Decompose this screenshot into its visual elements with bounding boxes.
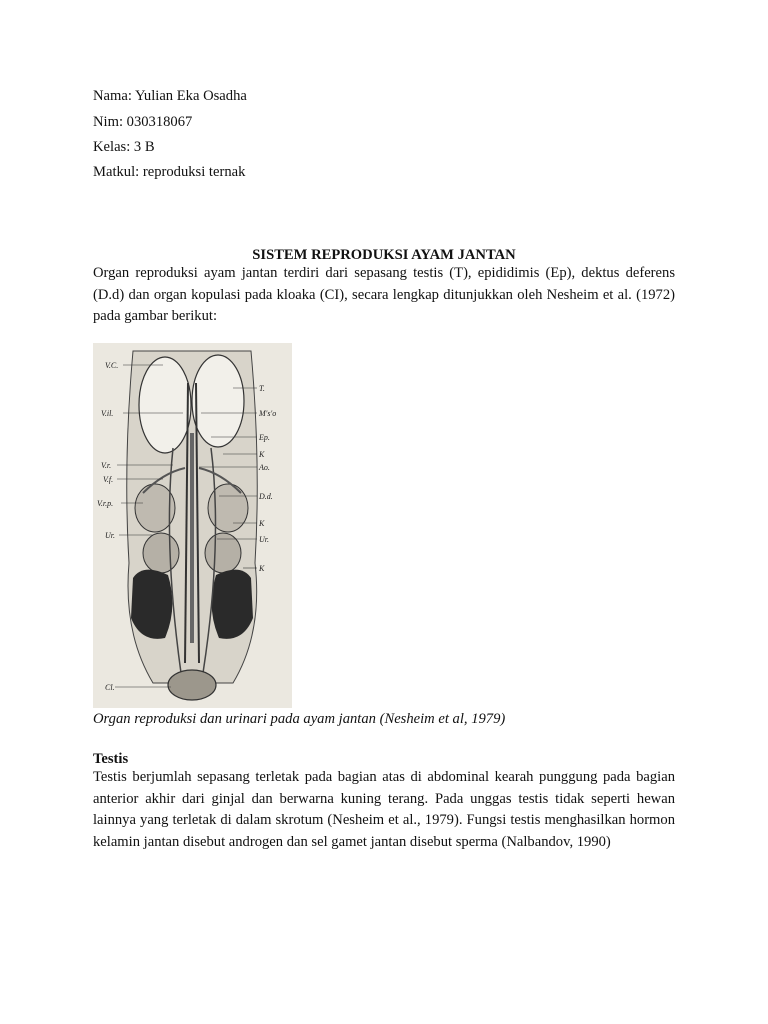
label-ur-left: Ur.	[105, 531, 116, 540]
label-vc: V.C.	[105, 361, 119, 370]
course-name: Matkul: reproduksi ternak	[93, 164, 246, 180]
label-vr: V.r.	[101, 461, 112, 470]
testis-paragraph: Testis berjumlah sepasang terletak pada bagian atas di abdominal kearah punggung pada bagian anterior akhir dari ginjal dan berwarna kuning terang. Pada unggas testis tidak seperti hewan lainnya yang terletak di dalam skrotum (Nesheim et al., 1979). Fungsi testis menghasilkan hormon kelamin jantan disebut androgen dan sel gamet jantan disebut sperma (Nalbandov, 1990)	[93, 769, 675, 850]
label-cl: Cl.	[105, 683, 115, 692]
label-k-2: K	[259, 519, 265, 528]
label-ao: Ao.	[259, 463, 270, 472]
student-name: Nama: Yulian Eka Osadha	[93, 88, 247, 104]
anatomy-illustration	[93, 343, 292, 708]
student-nim: Nim: 030318067	[93, 114, 193, 130]
anatomy-figure	[93, 343, 292, 708]
label-ur-right: Ur.	[259, 535, 270, 544]
student-class: Kelas: 3 B	[93, 139, 155, 155]
label-vil: V.il.	[101, 409, 114, 418]
section-heading-testis: Testis	[93, 751, 129, 767]
label-vf: V.f.	[103, 475, 114, 484]
label-t: T.	[259, 384, 265, 393]
label-vrp: V.r.p.	[97, 499, 114, 508]
figure-caption: Organ reproduksi dan urinari pada ayam jantan (Nesheim et al, 1979)	[93, 711, 506, 727]
document-title: SISTEM REPRODUKSI AYAM JANTAN	[252, 247, 516, 263]
label-mso: M's'o	[259, 409, 277, 418]
label-ep: Ep.	[259, 433, 270, 442]
label-dd: D.d.	[259, 492, 273, 501]
label-k-1: K	[259, 450, 265, 459]
intro-paragraph: Organ reproduksi ayam jantan terdiri dari sepasang testis (T), epididimis (Ep), dektus deferens (D.d) dan organ kopulasi pada kloaka (CI), secara lengkap ditunjukkan oleh Nesheim et al. (1972) pada gambar berikut:	[93, 265, 675, 324]
label-k-3: K	[259, 564, 265, 573]
